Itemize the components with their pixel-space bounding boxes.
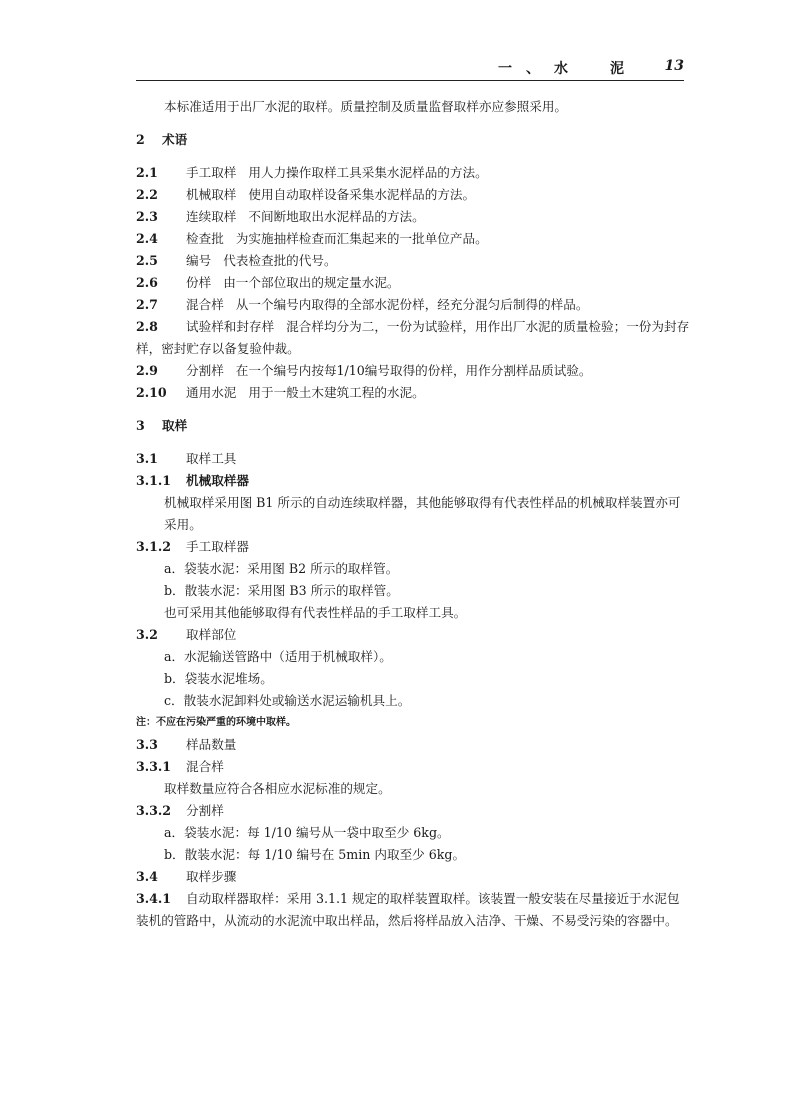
page-number: 13 bbox=[664, 58, 684, 74]
list-item: c．散装水泥卸料处或输送水泥运输机具上。 bbox=[164, 693, 411, 708]
term-item: 2.1 手工取样 用人力操作取样工具采集水泥样品的方法。 bbox=[136, 165, 488, 180]
list-item: a．袋装水泥：采用图 B2 所示的取样管。 bbox=[164, 561, 399, 576]
list-item: a．袋装水泥：每 1/10 编号从一袋中取至少 6kg。 bbox=[164, 825, 450, 840]
section-number: 2 bbox=[136, 132, 145, 147]
paragraph: 3.4.1 自动取样器取样：采用 3.1.1 规定的取样装置取样。该装置一般安装在尽量接近于水泥包装机的管路中，从流动的水泥流中取出样品，然后将样品放入洁净、干燥、不易受污染的容器中。 bbox=[136, 891, 680, 928]
term-item: 2.3 连续取样 不间断地取出水泥样品的方法。 bbox=[136, 209, 425, 224]
section-3-heading bbox=[136, 415, 692, 437]
term-item: 2.5 编号 代表检查批的代号。 bbox=[136, 253, 337, 268]
paragraph: 机械取样采用图 B1 所示的自动连续取样器，其他能够取得有代表性样品的机械取样装置亦可采用。 bbox=[164, 495, 681, 532]
list-item: b．袋装水泥堆场。 bbox=[164, 671, 273, 686]
subsection-heading: 3.4 取样步骤 bbox=[136, 869, 237, 884]
term-item: 2.8 试验样和封存样 混合样均分为二，一份为试验样，用作出厂水泥的质量检验；一份为封存样，密封贮存以备复验仲裁。 bbox=[136, 319, 690, 356]
subsection-heading: 3.1 取样工具 bbox=[136, 451, 237, 466]
subsection-heading: 3.2 取样部位 bbox=[136, 627, 237, 642]
paragraph: 取样数量应符合各相应水泥标准的规定。 bbox=[164, 781, 391, 796]
running-head bbox=[136, 58, 684, 81]
subsection-heading: 3.1.1 机械取样器 bbox=[136, 473, 249, 488]
term-item: 2.9 分割样 在一个编号内按每1/10编号取得的份样，用作分割样品质试验。 bbox=[136, 363, 592, 378]
list-item: a．水泥输送管路中（适用于机械取样）。 bbox=[164, 649, 392, 664]
term-item: 2.4 检查批 为实施抽样检查而汇集起来的一批单位产品。 bbox=[136, 231, 488, 246]
section-2-heading bbox=[136, 129, 692, 151]
subsection-heading: 3.3 样品数量 bbox=[136, 737, 237, 752]
section-title: 术语 bbox=[162, 132, 188, 147]
term-item: 2.2 机械取样 使用自动取样设备采集水泥样品的方法。 bbox=[136, 187, 476, 202]
subsection-heading: 3.1.2 手工取样器 bbox=[136, 539, 249, 554]
note: 注：不应在污染严重的环境中取样。 bbox=[136, 717, 296, 728]
intro-paragraph: 本标准适用于出厂水泥的取样。质量控制及质量监督取样亦应参照采用。 bbox=[164, 99, 567, 114]
paragraph: 也可采用其他能够取得有代表性样品的手工取样工具。 bbox=[164, 605, 467, 620]
chapter-title: 一、水 泥 bbox=[498, 61, 638, 77]
list-item: b．散装水泥：采用图 B3 所示的取样管。 bbox=[164, 583, 399, 598]
body-text bbox=[136, 96, 692, 932]
subsection-heading: 3.3.2 分割样 bbox=[136, 803, 224, 818]
subsection-heading: 3.3.1 混合样 bbox=[136, 759, 224, 774]
list-item: b．散装水泥：每 1/10 编号在 5min 内取至少 6kg。 bbox=[164, 847, 466, 862]
term-item: 2.6 份样 由一个部位取出的规定量水泥。 bbox=[136, 275, 400, 290]
section-number: 3 bbox=[136, 418, 145, 433]
section-title: 取样 bbox=[162, 418, 188, 433]
term-item: 2.10 通用水泥 用于一般土木建筑工程的水泥。 bbox=[136, 385, 425, 400]
term-item: 2.7 混合样 从一个编号内取得的全部水泥份样，经充分混匀后制得的样品。 bbox=[136, 297, 589, 312]
